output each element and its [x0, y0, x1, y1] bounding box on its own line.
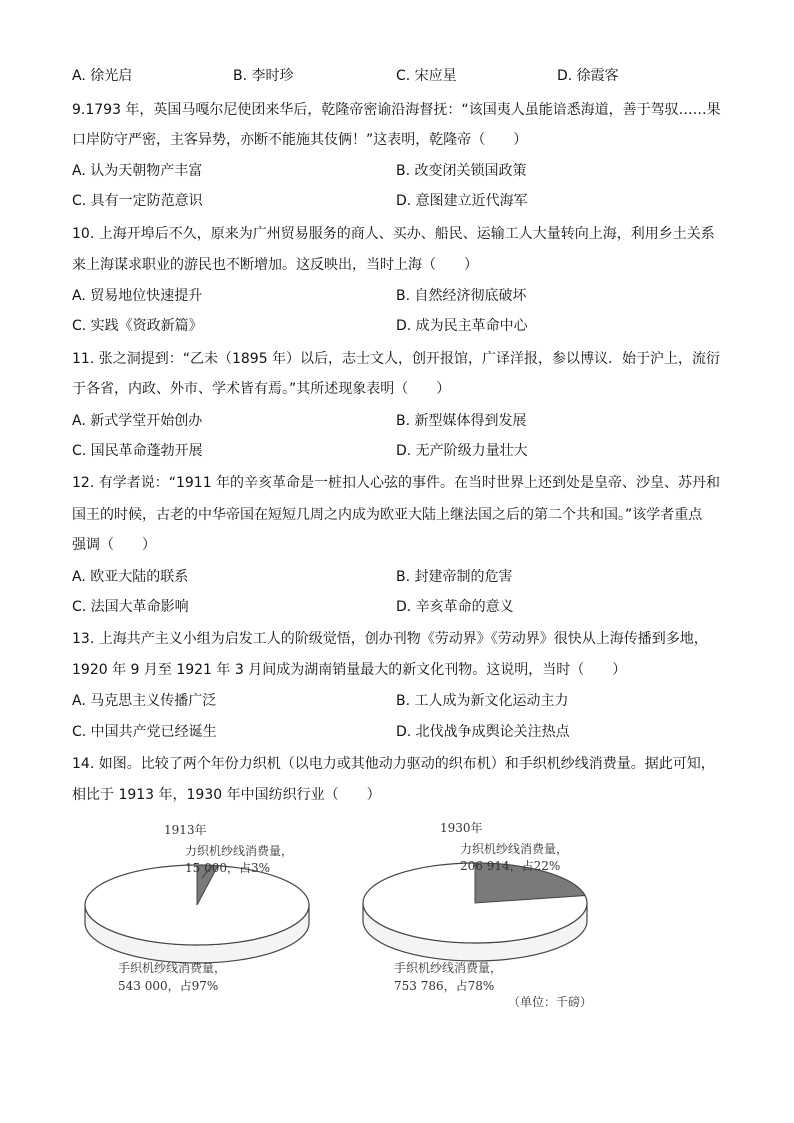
pie-unit-label: （单位：千磅） — [508, 995, 593, 1009]
pie-1930-hand-label: 手织机纱线消费量， — [394, 961, 503, 975]
pie-chart-1930 — [363, 820, 587, 993]
q13-option-d[interactable]: D. 北伐战争成舆论关注热点 — [396, 724, 570, 740]
pie-1930-year-label: 1930年 — [440, 821, 483, 835]
q14-stem-line: 相比于 1913 年，1930 年中国纺织行业（ ） — [72, 787, 381, 803]
q11-option-c[interactable]: C. 国民革命蓬勃开展 — [72, 443, 203, 459]
q11-option-a[interactable]: A. 新式学堂开始创办 — [72, 413, 203, 429]
q11-option-d[interactable]: D. 无产阶级力量壮大 — [396, 443, 528, 459]
pie-1913-power-value: 15 000，占3% — [185, 861, 271, 875]
q10-option-c[interactable]: C. 实践《资政新篇》 — [72, 318, 203, 334]
q10-stem-line: 10. 上海开埠后不久，原来为广州贸易服务的商人、买办、船民、运输工人大量转向上海，利用乡土关系 — [72, 226, 715, 242]
pie-1930-power-value: 206 914，占22% — [460, 859, 561, 873]
pie-1913-hand-value: 543 000，占97% — [118, 979, 219, 993]
q9-stem-line: 口岸防守严密，主客异势，亦断不能施其伎俩！”这表明，乾隆帝（ ） — [72, 132, 528, 148]
q12-option-a[interactable]: A. 欧亚大陆的联系 — [72, 569, 189, 585]
pie-1913-hand-label: 手织机纱线消费量， — [118, 961, 227, 975]
q9-stem-line: 9.1793 年，英国马嘎尔尼使团来华后，乾隆帝密谕沿海督抚：“该国夷人虽能谙悉海道，善于驾驭……果 — [72, 102, 721, 118]
q9-option-c[interactable]: C. 具有一定防范意识 — [72, 193, 203, 209]
q13-option-a[interactable]: A. 马克思主义传播广泛 — [72, 693, 217, 709]
pie-1930-power-label: 力织机纱线消费量， — [460, 842, 569, 856]
pie-1913-year-label: 1913年 — [164, 823, 207, 837]
q13-option-c[interactable]: C. 中国共产党已经诞生 — [72, 724, 217, 740]
q11-stem-line: 于各省，内政、外市、学术皆有焉。”其所述现象表明（ ） — [72, 381, 451, 397]
q12-stem-line: 国王的时候，古老的中华帝国在短短几周之内成为欧亚大陆上继法国之后的第二个共和国。”该学者重点 — [72, 507, 703, 523]
q11-option-b[interactable]: B. 新型媒体得到发展 — [396, 413, 527, 429]
pie-1930-hand-value: 753 786，占78% — [394, 979, 495, 993]
q9-option-b[interactable]: B. 改变闭关锁国政策 — [396, 163, 527, 179]
q9-option-a[interactable]: A. 认为天朝物产丰富 — [72, 163, 203, 179]
q10-stem-line: 来上海谋求职业的游民也不断增加。这反映出，当时上海（ ） — [72, 257, 478, 273]
q12-option-d[interactable]: D. 辛亥革命的意义 — [396, 599, 514, 615]
q13-stem-line: 13. 上海共产主义小组为启发工人的阶级觉悟，创办刊物《劳动界》《劳动界》很快从上海传播到多地， — [72, 631, 708, 647]
q13-option-b[interactable]: B. 工人成为新文化运动主力 — [396, 693, 569, 709]
q8-option-d[interactable]: D. 徐霞客 — [557, 68, 619, 84]
q12-stem-line: 强调（ ） — [72, 537, 156, 553]
q12-stem-line: 12. 有学者说：“1911 年的辛亥革命是一桩扣人心弦的事件。在当时世界上还到处是皇帝、沙皇、苏丹和 — [72, 475, 721, 491]
q14-stem-line: 14. 如图。比较了两个年份力织机（以电力或其他动力驱动的织布机）和手织机纱线消费量。据此可知， — [72, 756, 715, 772]
q12-option-b[interactable]: B. 封建帝制的危害 — [396, 569, 513, 585]
q10-option-d[interactable]: D. 成为民主革命中心 — [396, 318, 528, 334]
q12-option-c[interactable]: C. 法国大革命影响 — [72, 599, 189, 615]
pie-chart-1913 — [85, 822, 309, 993]
q9-option-d[interactable]: D. 意图建立近代海军 — [396, 193, 528, 209]
q10-option-a[interactable]: A. 贸易地位快速提升 — [72, 288, 203, 304]
q13-stem-line: 1920 年 9 月至 1921 年 3 月间成为湖南销量最大的新文化刊物。这说明，当时（ ） — [72, 662, 627, 678]
q8-option-b[interactable]: B. 李时珍 — [233, 68, 294, 84]
pie-1913-power-label: 力织机纱线消费量， — [185, 844, 294, 858]
q8-option-c[interactable]: C. 宋应星 — [396, 68, 457, 84]
q11-stem-line: 11. 张之洞提到：“乙未（1895 年）以后，志士文人，创开报馆，广译洋报，参以博议．始于沪上，流衍 — [72, 351, 721, 367]
q10-option-b[interactable]: B. 自然经济彻底破坏 — [396, 288, 527, 304]
q8-option-a[interactable]: A. 徐光启 — [72, 68, 133, 84]
